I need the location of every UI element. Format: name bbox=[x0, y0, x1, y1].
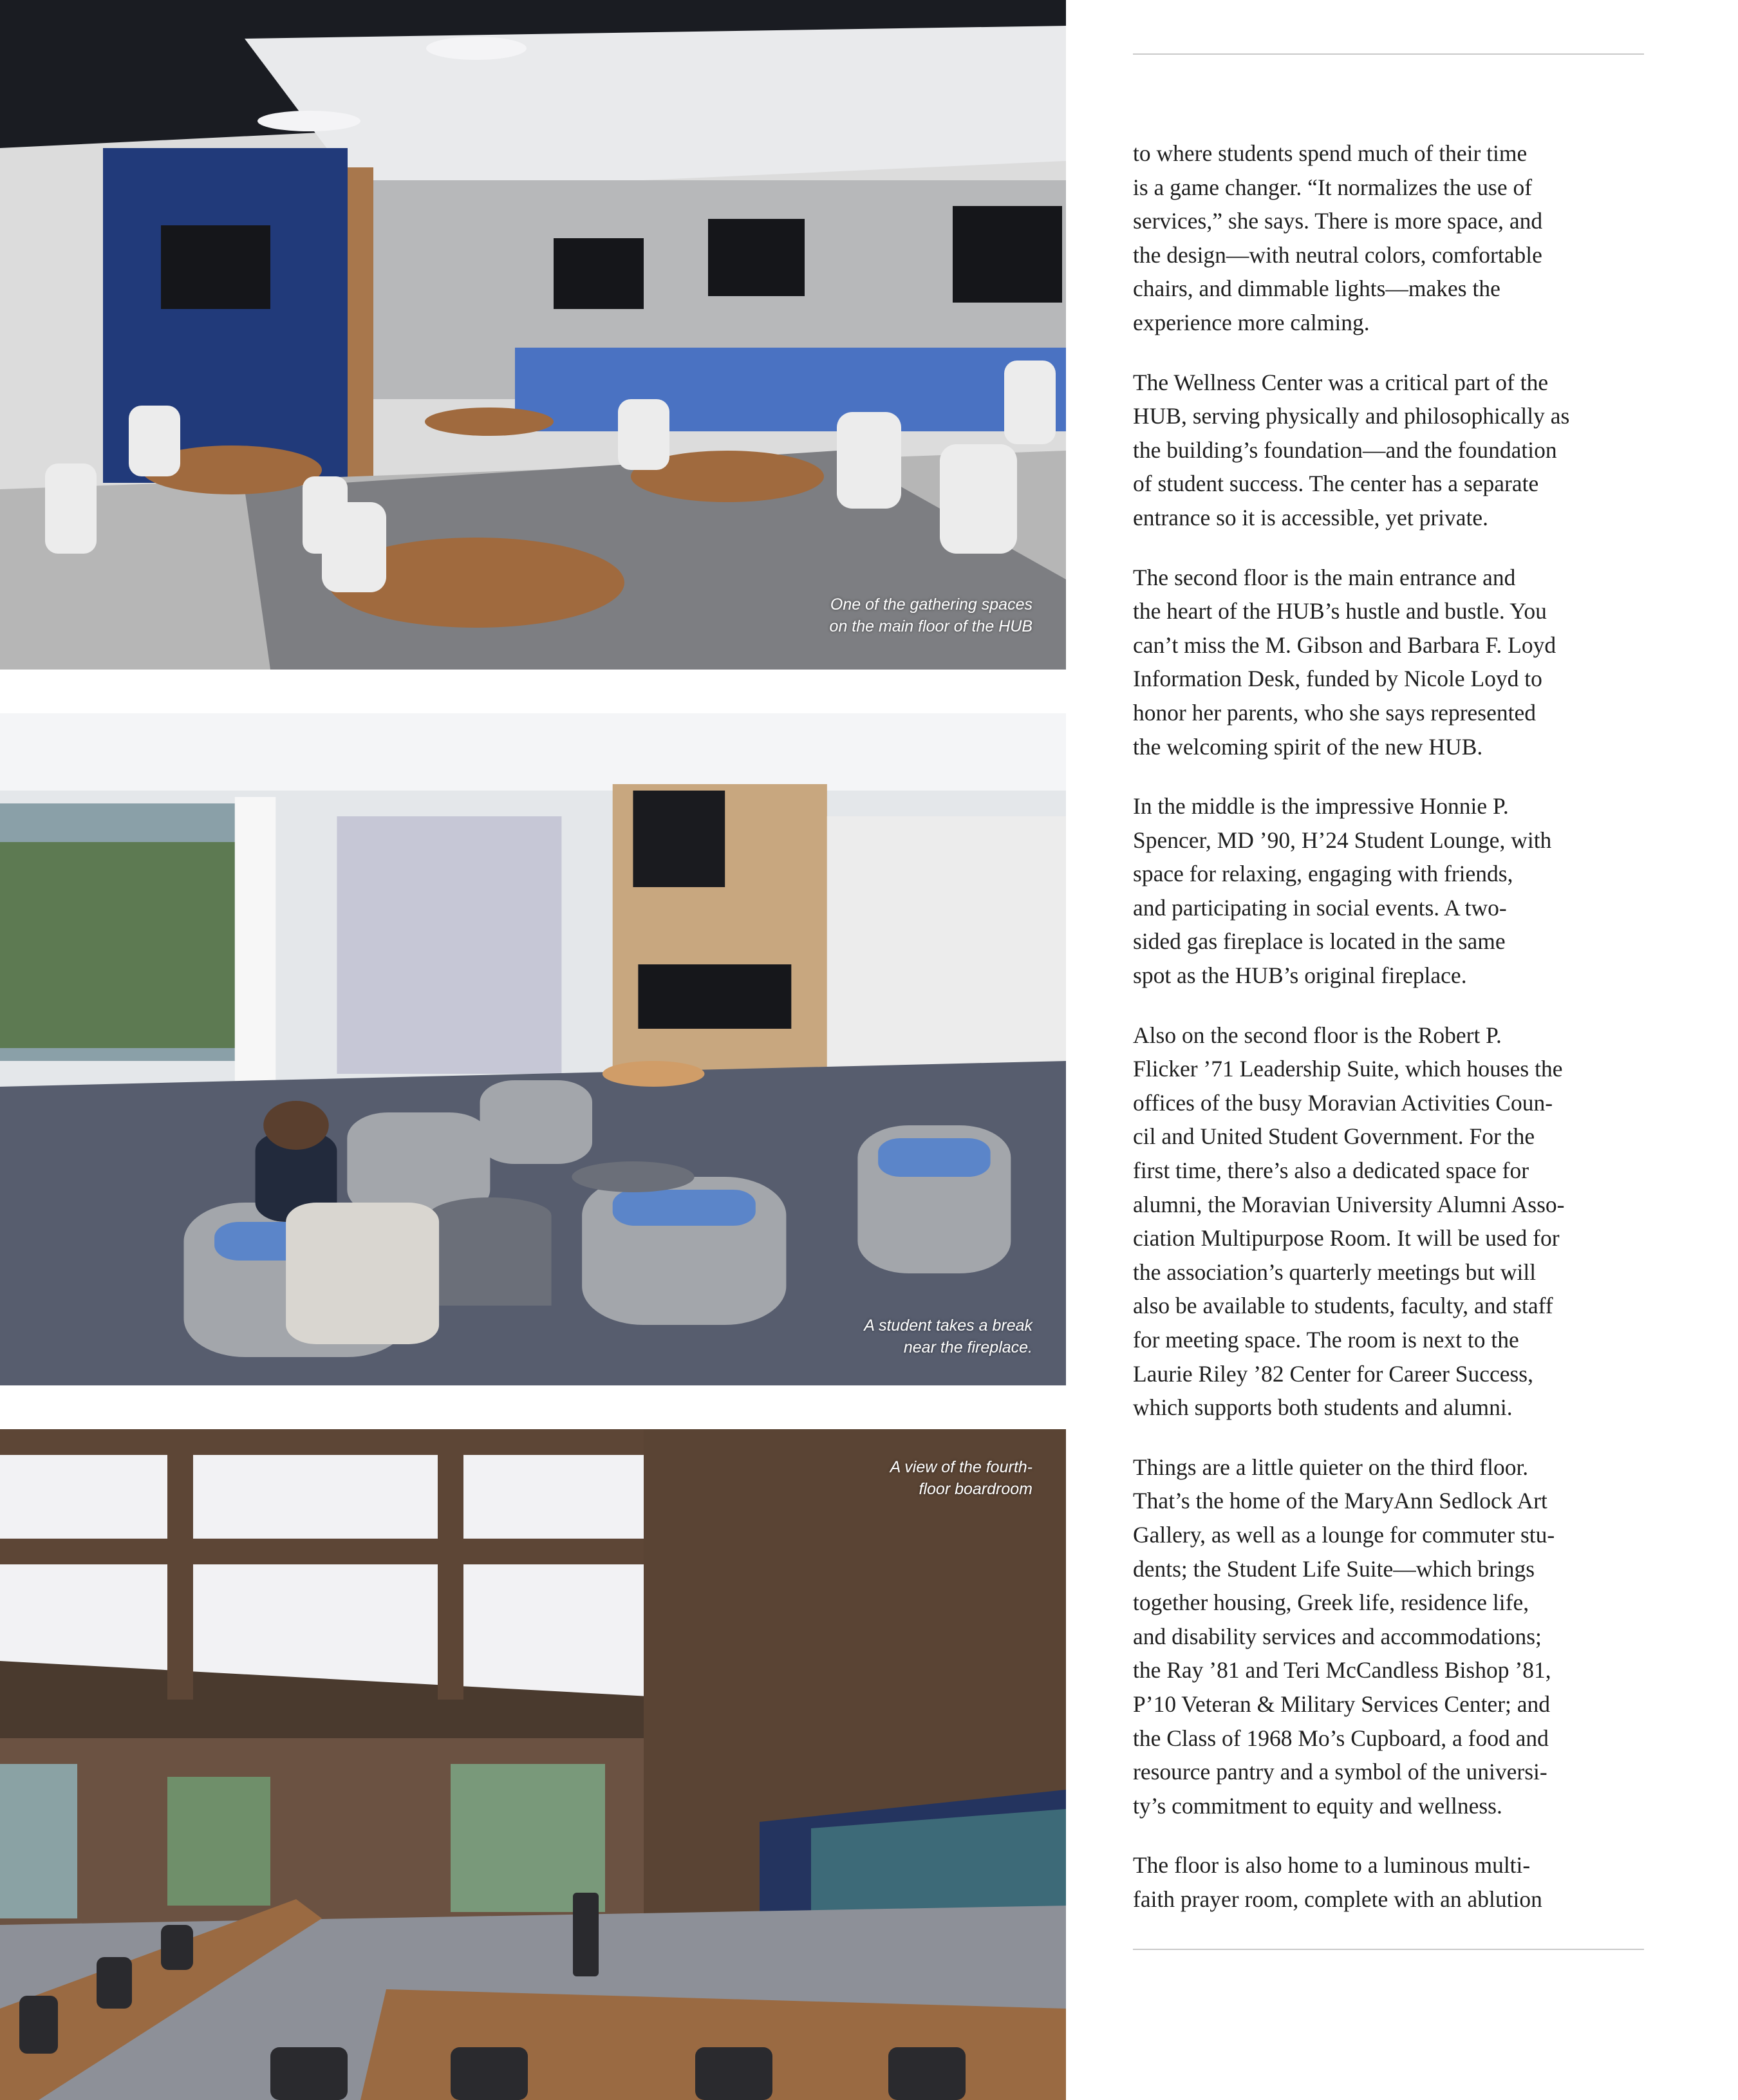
photo-caption-boardroom: A view of the fourth- floor boardroom bbox=[890, 1458, 1033, 1498]
photo-caption-gathering: One of the gathering spaces on the main floor of the HUB bbox=[829, 595, 1033, 635]
photo-boardroom bbox=[0, 1429, 1066, 2100]
gathering-space-image bbox=[0, 0, 1066, 670]
column-top-rule bbox=[1133, 53, 1644, 55]
photo-caption-lounge: A student takes a break near the fireplace. bbox=[864, 1317, 1033, 1356]
article-paragraph: The second floor is the main entrance and the heart of the HUB’s hustle and bustle. You can’t miss the M. Gibson and Barbara F. Loyd Information Desk, funded by Nicole Loyd to honor her parents, who she says represented the welcoming spirit of the new HUB. bbox=[1133, 564, 1556, 760]
article-paragraph: Things are a little quieter on the third floor. That’s the home of the MaryAnn Sedlock Art Gallery, as well as a lounge for commuter stu- dents; the Student Life Suite—which brings together housing, Greek life, residence life, and disability services and accommodations; the Ray ’81 and Teri McCandless Bishop ’81, P’10 Veteran & Military Services Center; and the Class of 1968 Mo’s Cupboard, a food and resource pantry and a symbol of the universi- ty’s commitment to equity and wellness. bbox=[1133, 1454, 1555, 1819]
article-body bbox=[1133, 136, 1648, 1942]
article-paragraph: Also on the second floor is the Robert P. Flicker ’71 Leadership Suite, which houses the offices of the busy Moravian Activities Coun- cil and United Student Government. For the first time, there’s also a dedicated space for alumni, the Moravian University Alumni Asso- ciation Multipurpose Room. It will be used for the association’s quarterly meetings but will also be available to students, faculty, and staff for meeting space. The room is next to the Laurie Riley ’82 Center for Career Success, which supports both students and alumni. bbox=[1133, 1022, 1565, 1421]
boardroom-image bbox=[0, 1429, 1066, 2100]
photo-gathering-space bbox=[0, 0, 1066, 670]
column-bottom-rule bbox=[1133, 1949, 1644, 1950]
article-paragraph: The Wellness Center was a critical part of the HUB, serving physically and philosophically as the building’s foundation—and the foundation of student success. The center has a separate entrance so it is accessible, yet private. bbox=[1133, 369, 1570, 530]
article-paragraph: to where students spend much of their time is a game changer. “It normalizes the use of services,” she says. There is more space, and the design—with neutral colors, comfortable chairs, and dimmable lights—makes the experience more calming. bbox=[1133, 140, 1543, 335]
article-paragraph: In the middle is the impressive Honnie P. Spencer, MD ’90, H’24 Student Lounge, with space for relaxing, engaging with friends, and participating in social events. A two- sided gas fireplace is located in the same spot as the HUB’s original fireplace. bbox=[1133, 793, 1552, 989]
photo-student-lounge bbox=[0, 713, 1066, 1385]
article-paragraph: The floor is also home to a luminous multi- faith prayer room, complete with an ablution bbox=[1133, 1852, 1542, 1912]
student-lounge-image bbox=[0, 713, 1066, 1385]
